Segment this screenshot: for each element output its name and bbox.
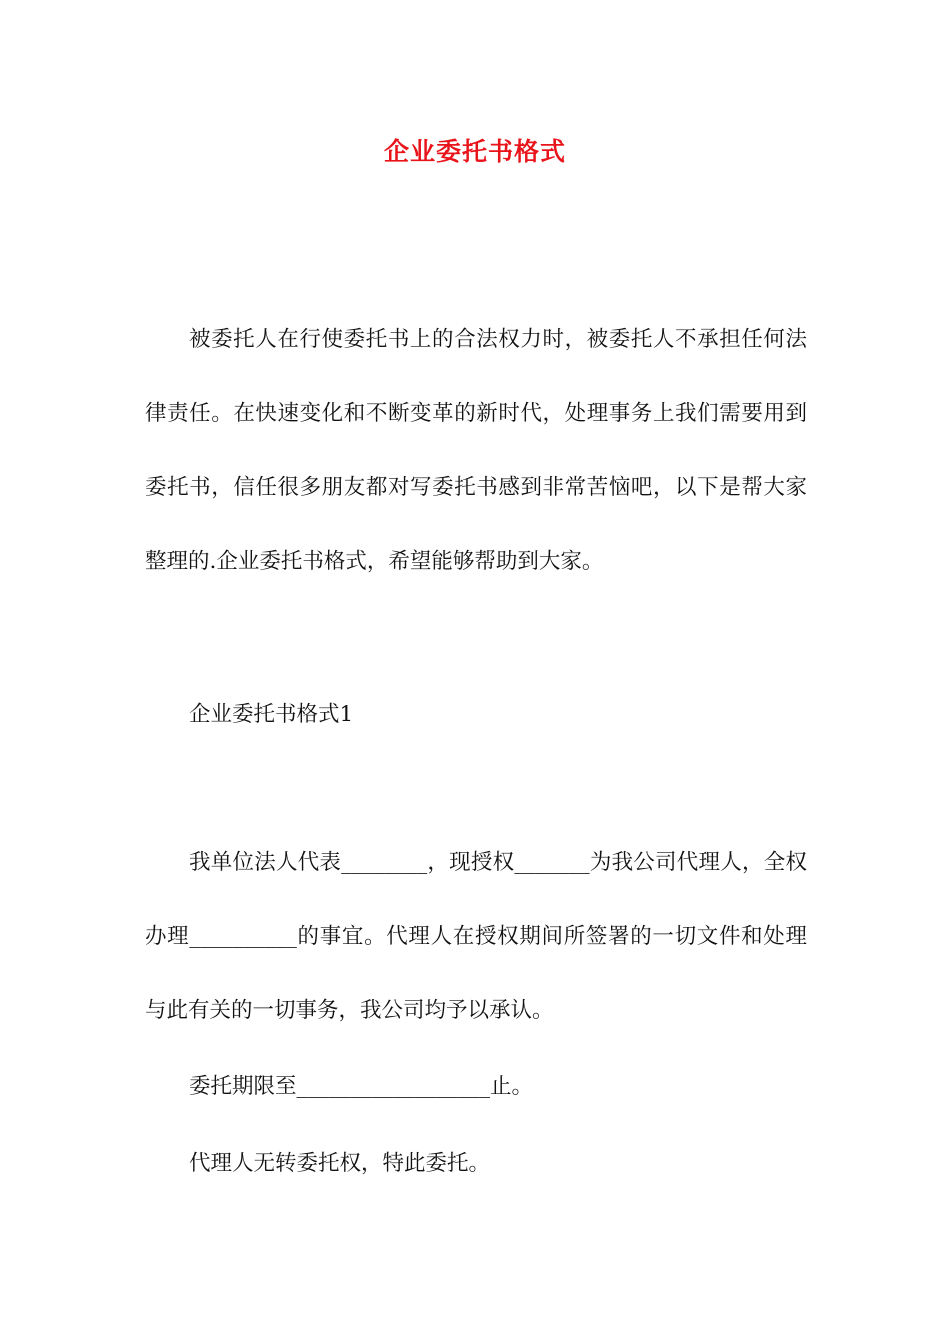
term-line: 委托期限至__________________止。 (189, 1074, 534, 1099)
no-transfer-line: 代理人无转委托权，特此委托。 (189, 1151, 491, 1176)
section-heading: 企业委托书格式1 (189, 702, 354, 727)
authorization-paragraph: 我单位法人代表________，现授权_______为我公司代理人，全权办理__________的事宜。代理人在授权期间所签署的一切文件和处理与此有关的一切事务，我公司均予以承认。 (145, 850, 807, 1023)
document-title: 企业委托书格式 (383, 137, 566, 166)
intro-paragraph: 被委托人在行使委托书上的合法权力时，被委托人不承担任何法律责任。在快速变化和不断变革的新时代，处理事务上我们需要用到委托书，信任很多朋友都对写委托书感到非常苦恼吧，以下是帮大家整理的.企业委托书格式，希望能够帮助到大家。 (145, 327, 807, 574)
